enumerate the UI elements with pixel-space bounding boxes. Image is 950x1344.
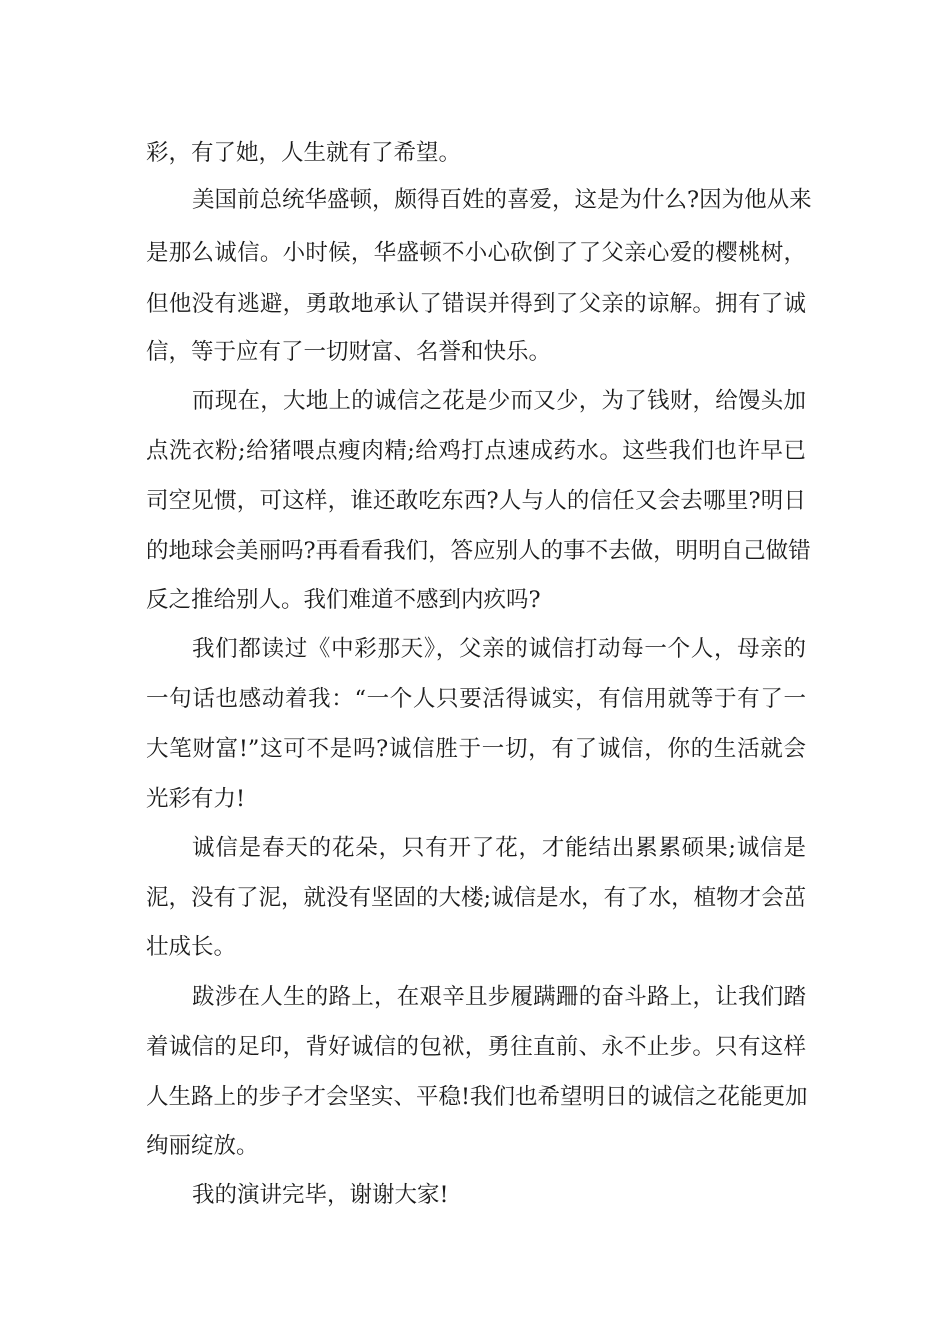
text-line: 一句话也感动着我：“一个人只要活得诚实，有信用就等于有了一 xyxy=(146,686,806,712)
paragraph-first-line: 跋涉在人生的路上，在艰辛且步履蹒跚的奋斗路上，让我们踏 xyxy=(192,984,806,1010)
text-line: 是那么诚信。小时候，华盛顿不小心砍倒了了父亲心爱的樱桃树， xyxy=(146,240,806,266)
paragraph-first-line: 美国前总统华盛顿，颇得百姓的喜爱，这是为什么?因为他从来 xyxy=(192,187,812,213)
text-line: 司空见惯，可这样，谁还敢吃东西?人与人的信任又会去哪里?明日 xyxy=(146,488,806,514)
text-line: 但他没有逃避，勇敢地承认了错误并得到了父亲的谅解。拥有了诚 xyxy=(146,291,806,317)
text-line: 着诚信的足印，背好诚信的包袱，勇往直前、永不止步。只有这样 xyxy=(146,1034,806,1060)
text-line: 绚丽绽放。 xyxy=(146,1133,259,1159)
text-line: 大笔财富!”这可不是吗?诚信胜于一切，有了诚信，你的生活就会 xyxy=(146,736,806,762)
paragraph-first-line: 诚信是春天的花朵，只有开了花，才能结出累累硕果;诚信是 xyxy=(192,835,806,861)
text-line: 泥，没有了泥，就没有坚固的大楼;诚信是水，有了水，植物才会茁 xyxy=(146,885,807,911)
text-line: 点洗衣粉;给猪喂点瘦肉精;给鸡打点速成药水。这些我们也许早已 xyxy=(146,438,806,464)
paragraph-first-line: 我们都读过《中彩那天》，父亲的诚信打动每一个人，母亲的 xyxy=(192,636,806,662)
text-line: 彩，有了她，人生就有了希望。 xyxy=(146,140,462,166)
text-line: 光彩有力! xyxy=(146,786,246,812)
text-line: 壮成长。 xyxy=(146,934,237,960)
text-line: 的地球会美丽吗?再看看我们，答应别人的事不去做，明明自己做错 xyxy=(146,538,811,564)
closing-line: 我的演讲完毕，谢谢大家! xyxy=(192,1182,449,1208)
text-line: 人生路上的步子才会坚实、平稳!我们也希望明日的诚信之花能更加 xyxy=(146,1084,808,1110)
text-line: 反之推给别人。我们难道不感到内疚吗? xyxy=(146,587,541,613)
paragraph-first-line: 而现在，大地上的诚信之花是少而又少，为了钱财，给馒头加 xyxy=(192,388,806,414)
text-line: 信，等于应有了一切财富、名誉和快乐。 xyxy=(146,339,552,365)
